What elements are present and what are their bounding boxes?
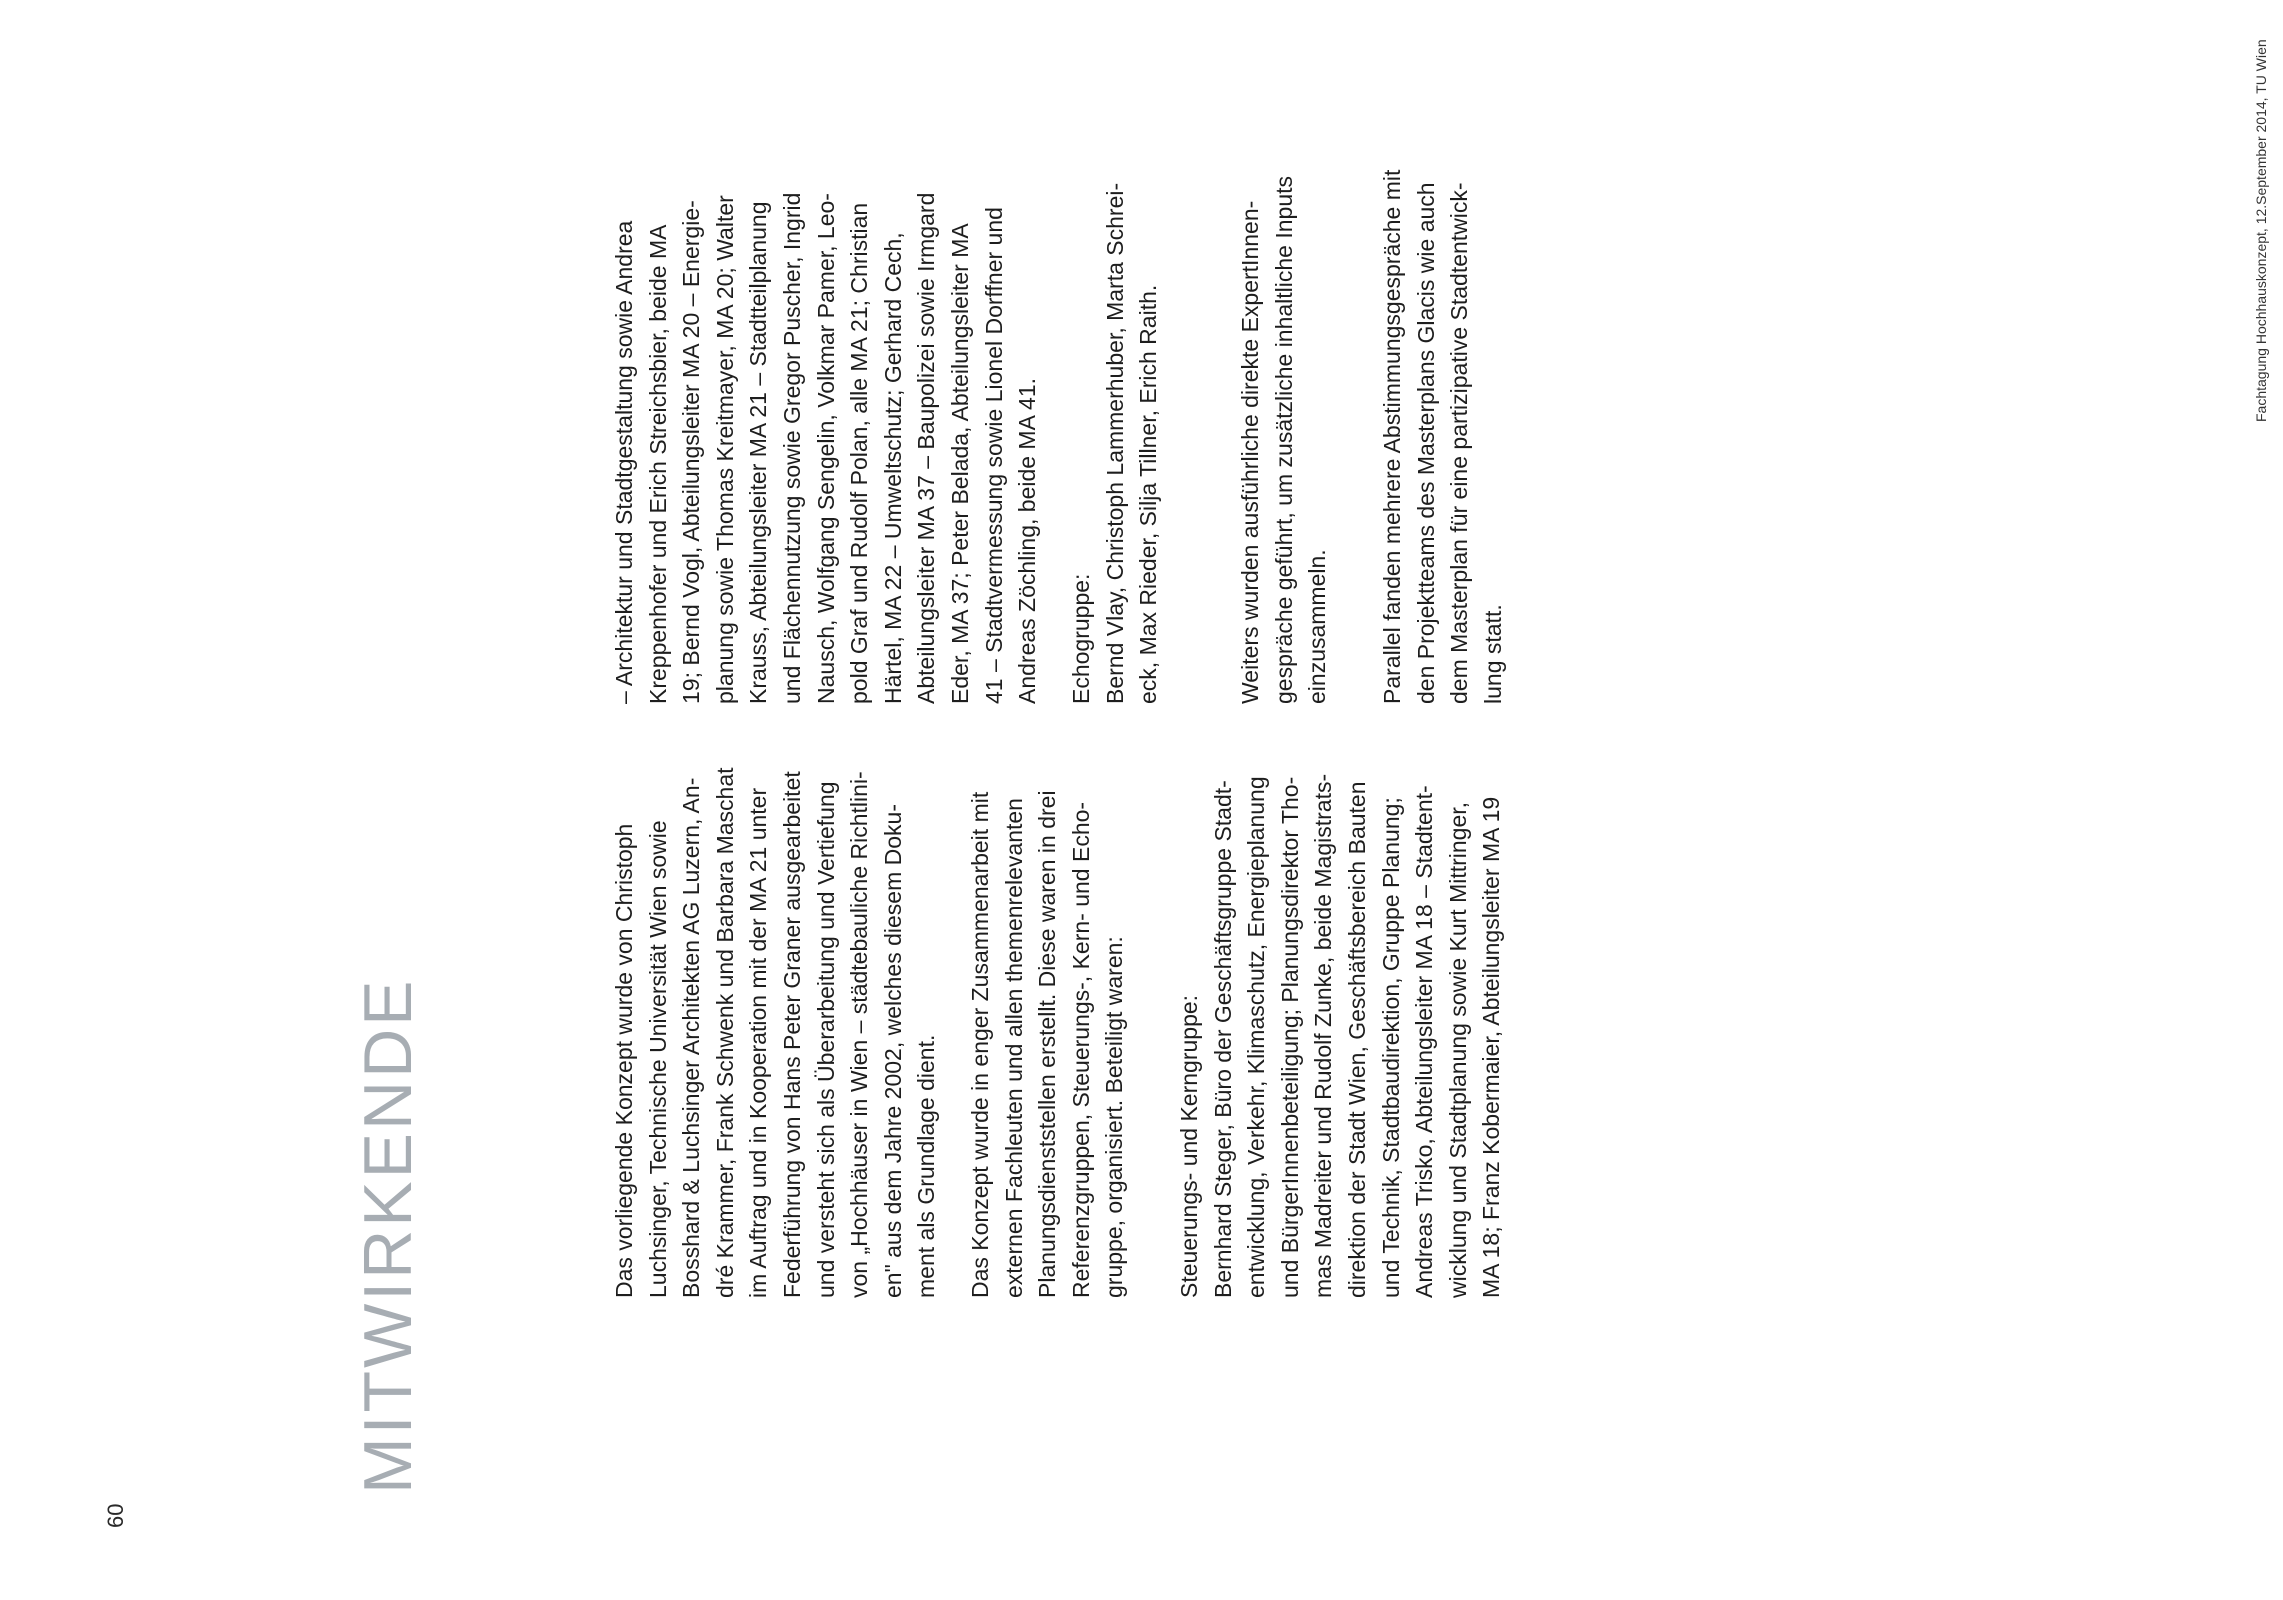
text-line: 19; Bernd Vogl, Abteilungsleiter MA 20 – Energie- — [678, 200, 705, 704]
text-line: mas Madreiter und Rudolf Zunke, beide Magistrats- — [1310, 773, 1337, 1298]
text-line: direktion der Stadt Wien, Geschäftsbereich Bauten — [1343, 781, 1370, 1298]
text-line: Krauss, Abteilungsleiter MA 21 – Stadtteilplanung — [745, 201, 772, 704]
text-line: Weiters wurden ausführliche direkte ExpertInnen- — [1237, 200, 1263, 704]
text-line: ment als Grundlage dient. — [913, 1034, 940, 1298]
text-line: – Architektur und Stadtgestaltung sowie Andrea — [611, 220, 637, 704]
text-line: Bosshard & Luchsinger Architekten AG Luzern, An- — [678, 777, 705, 1298]
running-footer: Fachtagung Hochhauskonzept, 12.September 2014, TU Wien — [2253, 39, 2269, 422]
text-line: gespräche geführt, um zusätzliche inhaltliche Inputs — [1270, 175, 1297, 704]
paragraph-kerngruppe-fortsetzung — [608, 193, 1045, 704]
text-line: Eder, MA 37; Peter Belada, Abteilungsleiter MA — [946, 223, 973, 704]
text-line: von „Hochhäuser in Wien – städtebauliche Richtlini- — [846, 771, 873, 1298]
text-line: Nausch, Wolfgang Sengelin, Volkmar Pamer, Leo- — [812, 193, 839, 704]
text-line: Referenzgruppen, Steuerungs-, Kern- und Echo- — [1067, 801, 1094, 1298]
text-line: dré Krammer, Frank Schwenk und Barbara Maschat — [711, 767, 738, 1298]
text-line: und versteht sich als Überarbeitung und Vertiefung — [812, 781, 839, 1298]
text-line: Abteilungsleiter MA 37 – Baupolizei sowie Irmgard — [913, 192, 940, 704]
text-line: einzusammeln. — [1304, 549, 1331, 704]
paragraph-expertinnen — [1234, 176, 1335, 704]
text-line: pold Graf und Rudolf Polan, alle MA 21; Christian — [846, 202, 873, 704]
text-line: den Projektteams des Masterplans Glacis wie auch — [1412, 182, 1439, 704]
text-line: Federführung von Hans Peter Graner ausgearbeitet — [778, 771, 805, 1298]
text-line: Andreas Trisko, Abteilungsleiter MA 18 – Stadtent- — [1411, 785, 1438, 1298]
paragraph-echogruppe — [1065, 183, 1166, 704]
text-line: Parallel fanden mehrere Abstimmungsgespräche mit — [1379, 169, 1405, 704]
text-line: Bernhard Steger, Büro der Geschäftsgruppe Stadt- — [1209, 780, 1236, 1298]
text-line: und Flächennutzung sowie Gregor Puscher, Ingrid — [778, 192, 805, 704]
paragraph-intro — [608, 767, 944, 1298]
text-line: gruppe, organisiert. Beteiligt waren: — [1101, 936, 1128, 1298]
text-line: lung statt. — [1479, 604, 1506, 704]
text-line: entwicklung, Verkehr, Klimaschutz, Energieplanung — [1243, 776, 1270, 1298]
paragraph-steuerungsgruppe — [1173, 774, 1509, 1298]
text-line: Bernd Vlay, Christoph Lammerhuber, Marta Schrei- — [1101, 182, 1128, 704]
text-line: wicklung und Stadtplanung sowie Kurt Mittringer, — [1444, 801, 1471, 1298]
text-line: eck, Max Rieder, Silja Tillner, Erich Raith. — [1135, 284, 1162, 704]
text-line: Planungsdienststellen erstellt. Diese waren in drei — [1034, 790, 1061, 1298]
text-line: Echogruppe: — [1068, 573, 1094, 704]
text-line: planung sowie Thomas Kreitmayer, MA 20; Walter — [711, 195, 738, 704]
text-line: en" aus dem Jahre 2002, welches diesem Doku- — [879, 804, 906, 1298]
text-line: und Technik, Stadtbaudirektion, Gruppe Planung; — [1377, 797, 1404, 1298]
text-line: 41 – Stadtvermessung sowie Lionel Dorffner und — [980, 207, 1007, 704]
text-line: im Auftrag und in Kooperation mit der MA 21 unter — [745, 787, 772, 1298]
text-line: Kreppenhofer und Erich Streichsbier, beide MA — [644, 224, 671, 704]
section-title: MITWIRKENDE — [350, 977, 426, 1494]
text-line: Steuerungs- und Kerngruppe: — [1176, 994, 1202, 1298]
text-line: externen Fachleuten und allen themenrelevanten — [1000, 798, 1027, 1298]
text-line: Das Konzept wurde in enger Zusammenarbeit mit — [967, 791, 993, 1298]
text-line: Andreas Zöchling, beide MA 41. — [1014, 377, 1041, 704]
page-number: 60 — [103, 1503, 128, 1528]
paragraph-abstimmung — [1376, 170, 1510, 704]
text-line: Das vorliegende Konzept wurde von Christoph — [611, 823, 637, 1298]
text-line: MA 18; Franz Kobermaier, Abteilungsleiter MA 19 — [1478, 796, 1505, 1298]
text-line: Härtel, MA 22 – Umweltschutz; Gerhard Cech, — [879, 232, 906, 704]
paragraph-konzept — [964, 790, 1132, 1298]
text-line: und BürgerInnenbeteiligung; Planungsdirektor Tho- — [1276, 776, 1303, 1298]
text-line: Luchsinger, Technische Universität Wien sowie — [644, 820, 671, 1298]
text-line: dem Masterplan für eine partizipative Stadtentwick- — [1446, 182, 1473, 704]
